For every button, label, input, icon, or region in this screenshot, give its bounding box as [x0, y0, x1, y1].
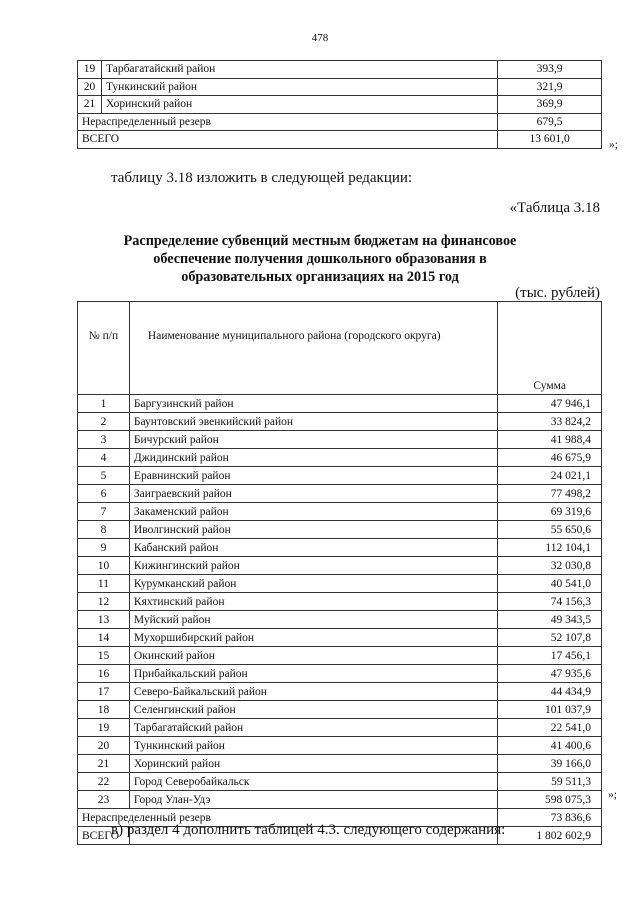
reserve-label: Нераспределенный резерв [78, 113, 498, 131]
page-number: 478 [311, 32, 329, 44]
table-row [78, 773, 602, 791]
header-num: № п/п [78, 302, 130, 395]
district-name: Джидинский район [129, 449, 497, 467]
amount: 41 988,4 [498, 431, 602, 449]
row-number: 15 [78, 647, 130, 665]
row-number: 12 [78, 593, 130, 611]
table-row [78, 78, 602, 96]
district-name: Еравнинский район [129, 467, 497, 485]
amount: 46 675,9 [498, 449, 602, 467]
row-number: 14 [78, 629, 130, 647]
district-name: Кабанский район [129, 539, 497, 557]
table-row [78, 521, 602, 539]
amount: 59 511,3 [498, 773, 602, 791]
district-name: Тункинский район [129, 737, 497, 755]
row-number: 20 [78, 737, 130, 755]
table-row [78, 701, 602, 719]
amount: 101 037,9 [498, 701, 602, 719]
amount: 74 156,3 [498, 593, 602, 611]
district-name: Окинский район [129, 647, 497, 665]
table-title-line: Распределение субвенций местным бюджетам на финансовое [123, 233, 517, 249]
table-row [78, 539, 602, 557]
table-row [78, 683, 602, 701]
amount: 321,9 [498, 78, 602, 96]
table-row [78, 557, 602, 575]
row-number: 8 [78, 521, 130, 539]
reserve-label: Нераспределенный резерв [78, 809, 498, 827]
total-amount: 13 601,0 [498, 131, 602, 149]
units-label: (тыс. рублей) [515, 285, 600, 301]
amount: 52 107,8 [498, 629, 602, 647]
district-name: Хоринский район [101, 96, 497, 114]
district-name: Кяхтинский район [129, 593, 497, 611]
table-row [78, 611, 602, 629]
table-row [78, 575, 602, 593]
table-row [78, 61, 602, 79]
main-table [77, 301, 602, 845]
table-row [78, 467, 602, 485]
amount: 32 030,8 [498, 557, 602, 575]
total-label: ВСЕГО [78, 131, 498, 149]
table-row [78, 791, 602, 809]
row-number: 4 [78, 449, 130, 467]
row-number: 1 [78, 395, 130, 413]
row-number: 18 [78, 701, 130, 719]
table-row [78, 431, 602, 449]
amount: 112 104,1 [498, 539, 602, 557]
district-name: Город Улан-Удэ [129, 791, 497, 809]
top-table-suffix: »; [609, 139, 618, 151]
district-name: Бичурский район [129, 431, 497, 449]
district-name: Курумканский район [129, 575, 497, 593]
district-name: Прибайкальский район [129, 665, 497, 683]
district-name: Мухоршибирский район [129, 629, 497, 647]
total-label: ВСЕГО [78, 827, 130, 845]
header-name: Наименование муниципального района (городского округа) [129, 302, 497, 395]
row-number: 19 [78, 719, 130, 737]
table-row [78, 665, 602, 683]
district-name: Баргузинский район [129, 395, 497, 413]
district-name: Муйский район [129, 611, 497, 629]
amount: 47 935,6 [498, 665, 602, 683]
district-name: Тарбагатайский район [129, 719, 497, 737]
table-label: «Таблица 3.18 [509, 200, 600, 216]
amount: 598 075,3 [498, 791, 602, 809]
district-name: Закаменский район [129, 503, 497, 521]
row-number: 17 [78, 683, 130, 701]
district-name: Селенгинский район [129, 701, 497, 719]
total-amount: 1 802 602,9 [498, 827, 602, 845]
reserve-amount: 679,5 [498, 113, 602, 131]
row-number: 21 [78, 96, 102, 114]
district-name: Тарбагатайский район [101, 61, 497, 79]
table-row [78, 629, 602, 647]
table-row [78, 719, 602, 737]
row-number: 10 [78, 557, 130, 575]
amount: 22 541,0 [498, 719, 602, 737]
table-row [78, 737, 602, 755]
row-number: 23 [78, 791, 130, 809]
row-number: 19 [78, 61, 102, 79]
table-title-line: обеспечение получения дошкольного образования в [153, 251, 487, 267]
amount: 41 400,6 [498, 737, 602, 755]
top-table [77, 60, 602, 149]
district-name: Тункинский район [101, 78, 497, 96]
row-number: 21 [78, 755, 130, 773]
row-number: 11 [78, 575, 130, 593]
district-name: Кижингинский район [129, 557, 497, 575]
district-name: Иволгинский район [129, 521, 497, 539]
row-number: 6 [78, 485, 130, 503]
amount: 24 021,1 [498, 467, 602, 485]
amount: 49 343,5 [498, 611, 602, 629]
amount: 33 824,2 [498, 413, 602, 431]
district-name: Баунтовский эвенкийский район [129, 413, 497, 431]
table-row [78, 503, 602, 521]
paragraph-instruction: таблицу 3.18 изложить в следующей редакции: [111, 170, 413, 186]
row-number: 5 [78, 467, 130, 485]
district-name: Северо-Байкальский район [129, 683, 497, 701]
row-number: 9 [78, 539, 130, 557]
main-table-suffix: »; [608, 789, 617, 801]
district-name: Город Северобайкальск [129, 773, 497, 791]
table-row [78, 755, 602, 773]
district-name: Заиграевский район [129, 485, 497, 503]
row-number: 2 [78, 413, 130, 431]
amount: 17 456,1 [498, 647, 602, 665]
table-row [78, 647, 602, 665]
row-number: 16 [78, 665, 130, 683]
row-number: 22 [78, 773, 130, 791]
table-title [100, 232, 540, 286]
table-row [78, 395, 602, 413]
amount: 44 434,9 [498, 683, 602, 701]
amount: 77 498,2 [498, 485, 602, 503]
amount: 393,9 [498, 61, 602, 79]
table-row [78, 485, 602, 503]
table-row [78, 449, 602, 467]
row-number: 7 [78, 503, 130, 521]
amount: 40 541,0 [498, 575, 602, 593]
header-row [78, 302, 602, 395]
district-name: Хоринский район [129, 755, 497, 773]
row-number: 13 [78, 611, 130, 629]
total-row [78, 131, 602, 149]
table-row [78, 96, 602, 114]
reserve-amount: 73 836,6 [498, 809, 602, 827]
amount: 369,9 [498, 96, 602, 114]
table-title-line: образовательных организациях на 2015 год [181, 269, 459, 285]
amount: 55 650,6 [498, 521, 602, 539]
header-amount: Сумма [498, 302, 602, 395]
row-number: 3 [78, 431, 130, 449]
amount: 39 166,0 [498, 755, 602, 773]
table-row [78, 593, 602, 611]
paragraph-addition: в) раздел 4 дополнить таблицей 4.3. следующего содержания: [111, 822, 506, 838]
reserve-row [78, 113, 602, 131]
amount: 69 319,6 [498, 503, 602, 521]
table-row [78, 413, 602, 431]
amount: 47 946,1 [498, 395, 602, 413]
row-number: 20 [78, 78, 102, 96]
